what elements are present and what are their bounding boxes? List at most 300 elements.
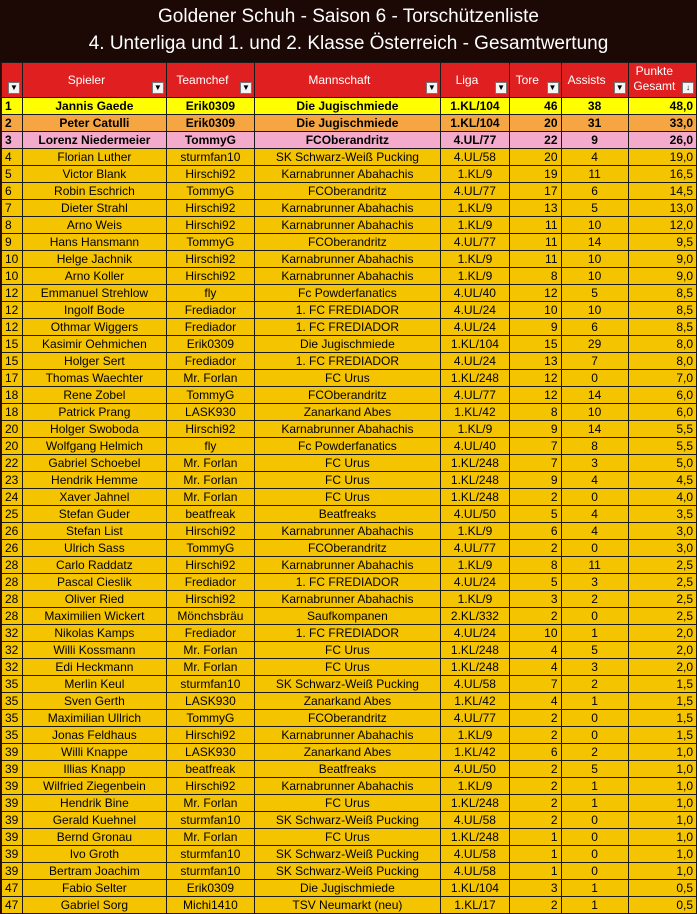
cell-assists[interactable]: 0 xyxy=(561,540,628,557)
cell-rank[interactable]: 3 xyxy=(2,132,23,149)
cell-spieler[interactable]: Maximilien Wickert xyxy=(22,608,166,625)
cell-punkte[interactable]: 8,5 xyxy=(628,302,696,319)
cell-tore[interactable]: 10 xyxy=(510,302,561,319)
cell-rank[interactable]: 9 xyxy=(2,234,23,251)
cell-spieler[interactable]: Emmanuel Strehlow xyxy=(22,285,166,302)
cell-tore[interactable]: 11 xyxy=(510,217,561,234)
cell-mannschaft[interactable]: FCOberandritz xyxy=(254,234,440,251)
table-row[interactable] xyxy=(2,132,697,149)
cell-mannschaft[interactable]: Zanarkand Abes xyxy=(254,744,440,761)
cell-teamchef[interactable]: beatfreak xyxy=(166,506,254,523)
cell-liga[interactable]: 4.UL/77 xyxy=(440,132,509,149)
cell-teamchef[interactable]: Hirschi92 xyxy=(166,200,254,217)
cell-punkte[interactable]: 12,0 xyxy=(628,217,696,234)
cell-assists[interactable]: 3 xyxy=(561,455,628,472)
cell-assists[interactable]: 10 xyxy=(561,268,628,285)
cell-tore[interactable]: 6 xyxy=(510,744,561,761)
cell-spieler[interactable]: Jonas Feldhaus xyxy=(22,727,166,744)
cell-teamchef[interactable]: Hirschi92 xyxy=(166,591,254,608)
cell-rank[interactable]: 39 xyxy=(2,744,23,761)
cell-assists[interactable]: 4 xyxy=(561,523,628,540)
cell-rank[interactable]: 35 xyxy=(2,693,23,710)
cell-tore[interactable]: 2 xyxy=(510,795,561,812)
cell-assists[interactable]: 0 xyxy=(561,370,628,387)
cell-tore[interactable]: 46 xyxy=(510,98,561,115)
cell-tore[interactable]: 2 xyxy=(510,761,561,778)
table-row[interactable] xyxy=(2,897,697,914)
cell-teamchef[interactable]: Mr. Forlan xyxy=(166,795,254,812)
cell-liga[interactable]: 4.UL/77 xyxy=(440,387,509,404)
cell-spieler[interactable]: Pascal Cieslik xyxy=(22,574,166,591)
cell-assists[interactable]: 4 xyxy=(561,506,628,523)
cell-teamchef[interactable]: TommyG xyxy=(166,234,254,251)
table-row[interactable] xyxy=(2,455,697,472)
cell-liga[interactable]: 1.KL/9 xyxy=(440,557,509,574)
table-row[interactable] xyxy=(2,98,697,115)
cell-punkte[interactable]: 4,0 xyxy=(628,489,696,506)
cell-mannschaft[interactable]: 1. FC FREDIADOR xyxy=(254,302,440,319)
table-row[interactable] xyxy=(2,761,697,778)
cell-rank[interactable]: 20 xyxy=(2,438,23,455)
cell-rank[interactable]: 26 xyxy=(2,540,23,557)
cell-liga[interactable]: 1.KL/104 xyxy=(440,98,509,115)
cell-mannschaft[interactable]: Die Jugischmiede xyxy=(254,336,440,353)
cell-punkte[interactable]: 9,0 xyxy=(628,268,696,285)
cell-liga[interactable]: 4.UL/24 xyxy=(440,302,509,319)
cell-liga[interactable]: 1.KL/9 xyxy=(440,200,509,217)
cell-liga[interactable]: 1.KL/9 xyxy=(440,523,509,540)
cell-punkte[interactable]: 8,0 xyxy=(628,353,696,370)
cell-teamchef[interactable]: fly xyxy=(166,285,254,302)
cell-spieler[interactable]: Dieter Strahl xyxy=(22,200,166,217)
cell-rank[interactable]: 26 xyxy=(2,523,23,540)
cell-punkte[interactable]: 6,0 xyxy=(628,404,696,421)
cell-spieler[interactable]: Victor Blank xyxy=(22,166,166,183)
filter-dropdown-icon[interactable]: ▼ xyxy=(495,82,507,94)
cell-assists[interactable]: 0 xyxy=(561,727,628,744)
cell-mannschaft[interactable]: 1. FC FREDIADOR xyxy=(254,574,440,591)
cell-assists[interactable]: 9 xyxy=(561,132,628,149)
cell-liga[interactable]: 4.UL/24 xyxy=(440,574,509,591)
cell-assists[interactable]: 3 xyxy=(561,659,628,676)
cell-tore[interactable]: 20 xyxy=(510,115,561,132)
cell-spieler[interactable]: Arno Weis xyxy=(22,217,166,234)
cell-punkte[interactable]: 7,0 xyxy=(628,370,696,387)
cell-mannschaft[interactable]: TSV Neumarkt (neu) xyxy=(254,897,440,914)
cell-teamchef[interactable]: sturmfan10 xyxy=(166,863,254,880)
cell-assists[interactable]: 2 xyxy=(561,591,628,608)
cell-teamchef[interactable]: Hirschi92 xyxy=(166,217,254,234)
cell-liga[interactable]: 4.UL/24 xyxy=(440,319,509,336)
cell-mannschaft[interactable]: Fc Powderfanatics xyxy=(254,285,440,302)
table-row[interactable] xyxy=(2,319,697,336)
cell-liga[interactable]: 4.UL/58 xyxy=(440,676,509,693)
cell-teamchef[interactable]: Michi1410 xyxy=(166,897,254,914)
cell-mannschaft[interactable]: Karnabrunner Abahachis xyxy=(254,557,440,574)
cell-punkte[interactable]: 19,0 xyxy=(628,149,696,166)
cell-liga[interactable]: 1.KL/42 xyxy=(440,744,509,761)
cell-liga[interactable]: 4.UL/58 xyxy=(440,812,509,829)
table-row[interactable] xyxy=(2,166,697,183)
cell-punkte[interactable]: 8,5 xyxy=(628,285,696,302)
cell-teamchef[interactable]: Frediador xyxy=(166,353,254,370)
cell-rank[interactable]: 10 xyxy=(2,268,23,285)
cell-rank[interactable]: 35 xyxy=(2,710,23,727)
cell-teamchef[interactable]: sturmfan10 xyxy=(166,846,254,863)
table-row[interactable] xyxy=(2,268,697,285)
cell-tore[interactable]: 20 xyxy=(510,149,561,166)
table-row[interactable] xyxy=(2,472,697,489)
cell-spieler[interactable]: Merlin Keul xyxy=(22,676,166,693)
cell-mannschaft[interactable]: FCOberandritz xyxy=(254,387,440,404)
table-row[interactable] xyxy=(2,421,697,438)
table-row[interactable] xyxy=(2,710,697,727)
table-row[interactable] xyxy=(2,336,697,353)
cell-spieler[interactable]: Patrick Prang xyxy=(22,404,166,421)
cell-mannschaft[interactable]: SK Schwarz-Weiß Pucking xyxy=(254,149,440,166)
cell-mannschaft[interactable]: FCOberandritz xyxy=(254,183,440,200)
cell-spieler[interactable]: Hendrik Hemme xyxy=(22,472,166,489)
cell-assists[interactable]: 6 xyxy=(561,183,628,200)
cell-teamchef[interactable]: Mr. Forlan xyxy=(166,455,254,472)
cell-punkte[interactable]: 14,5 xyxy=(628,183,696,200)
cell-punkte[interactable]: 1,5 xyxy=(628,693,696,710)
cell-rank[interactable]: 39 xyxy=(2,829,23,846)
cell-liga[interactable]: 4.UL/40 xyxy=(440,438,509,455)
cell-teamchef[interactable]: sturmfan10 xyxy=(166,149,254,166)
cell-assists[interactable]: 10 xyxy=(561,302,628,319)
cell-teamchef[interactable]: Hirschi92 xyxy=(166,523,254,540)
cell-tore[interactable]: 9 xyxy=(510,472,561,489)
cell-liga[interactable]: 4.UL/24 xyxy=(440,625,509,642)
cell-spieler[interactable]: Sven Gerth xyxy=(22,693,166,710)
cell-mannschaft[interactable]: Beatfreaks xyxy=(254,761,440,778)
cell-mannschaft[interactable]: Karnabrunner Abahachis xyxy=(254,778,440,795)
cell-teamchef[interactable]: Erik0309 xyxy=(166,98,254,115)
cell-rank[interactable]: 18 xyxy=(2,387,23,404)
cell-teamchef[interactable]: LASK930 xyxy=(166,744,254,761)
cell-assists[interactable]: 0 xyxy=(561,829,628,846)
cell-tore[interactable]: 9 xyxy=(510,319,561,336)
cell-mannschaft[interactable]: SK Schwarz-Weiß Pucking xyxy=(254,812,440,829)
table-row[interactable] xyxy=(2,880,697,897)
cell-mannschaft[interactable]: FC Urus xyxy=(254,489,440,506)
cell-liga[interactable]: 2.KL/332 xyxy=(440,608,509,625)
table-row[interactable] xyxy=(2,183,697,200)
cell-tore[interactable]: 2 xyxy=(510,897,561,914)
cell-teamchef[interactable]: Frediador xyxy=(166,302,254,319)
cell-teamchef[interactable]: beatfreak xyxy=(166,761,254,778)
cell-spieler[interactable]: Kasimir Oehmichen xyxy=(22,336,166,353)
cell-spieler[interactable]: Bernd Gronau xyxy=(22,829,166,846)
cell-liga[interactable]: 4.UL/77 xyxy=(440,540,509,557)
cell-assists[interactable]: 1 xyxy=(561,778,628,795)
cell-teamchef[interactable]: Mr. Forlan xyxy=(166,370,254,387)
cell-spieler[interactable]: Willi Knappe xyxy=(22,744,166,761)
table-row[interactable] xyxy=(2,523,697,540)
cell-liga[interactable]: 1.KL/42 xyxy=(440,404,509,421)
cell-punkte[interactable]: 2,0 xyxy=(628,659,696,676)
cell-tore[interactable]: 1 xyxy=(510,829,561,846)
cell-spieler[interactable]: Ulrich Sass xyxy=(22,540,166,557)
cell-rank[interactable]: 39 xyxy=(2,846,23,863)
cell-mannschaft[interactable]: Karnabrunner Abahachis xyxy=(254,523,440,540)
cell-assists[interactable]: 0 xyxy=(561,812,628,829)
cell-liga[interactable]: 4.UL/77 xyxy=(440,183,509,200)
filter-dropdown-icon[interactable]: ▼ xyxy=(426,82,438,94)
cell-assists[interactable]: 10 xyxy=(561,217,628,234)
cell-liga[interactable]: 1.KL/104 xyxy=(440,880,509,897)
cell-punkte[interactable]: 4,5 xyxy=(628,472,696,489)
cell-assists[interactable]: 14 xyxy=(561,234,628,251)
cell-spieler[interactable]: Nikolas Kamps xyxy=(22,625,166,642)
cell-tore[interactable]: 2 xyxy=(510,608,561,625)
cell-mannschaft[interactable]: 1. FC FREDIADOR xyxy=(254,625,440,642)
cell-mannschaft[interactable]: FC Urus xyxy=(254,829,440,846)
cell-teamchef[interactable]: TommyG xyxy=(166,540,254,557)
cell-spieler[interactable]: Fabio Selter xyxy=(22,880,166,897)
cell-punkte[interactable]: 1,5 xyxy=(628,727,696,744)
cell-rank[interactable]: 8 xyxy=(2,217,23,234)
cell-tore[interactable]: 1 xyxy=(510,846,561,863)
cell-rank[interactable]: 47 xyxy=(2,880,23,897)
table-row[interactable] xyxy=(2,489,697,506)
cell-spieler[interactable]: Ivo Groth xyxy=(22,846,166,863)
cell-teamchef[interactable]: Hirschi92 xyxy=(166,268,254,285)
cell-teamchef[interactable]: Mr. Forlan xyxy=(166,829,254,846)
table-row[interactable] xyxy=(2,744,697,761)
table-row[interactable] xyxy=(2,676,697,693)
cell-spieler[interactable]: Carlo Raddatz xyxy=(22,557,166,574)
cell-rank[interactable]: 32 xyxy=(2,659,23,676)
cell-punkte[interactable]: 1,0 xyxy=(628,795,696,812)
cell-rank[interactable]: 15 xyxy=(2,336,23,353)
cell-tore[interactable]: 2 xyxy=(510,540,561,557)
cell-rank[interactable]: 4 xyxy=(2,149,23,166)
cell-mannschaft[interactable]: FCOberandritz xyxy=(254,710,440,727)
table-row[interactable] xyxy=(2,863,697,880)
cell-mannschaft[interactable]: 1. FC FREDIADOR xyxy=(254,319,440,336)
table-row[interactable] xyxy=(2,285,697,302)
cell-assists[interactable]: 11 xyxy=(561,557,628,574)
table-row[interactable] xyxy=(2,574,697,591)
cell-liga[interactable]: 4.UL/77 xyxy=(440,710,509,727)
cell-assists[interactable]: 0 xyxy=(561,608,628,625)
cell-assists[interactable]: 3 xyxy=(561,574,628,591)
cell-punkte[interactable]: 2,5 xyxy=(628,608,696,625)
cell-rank[interactable]: 32 xyxy=(2,642,23,659)
table-row[interactable] xyxy=(2,404,697,421)
cell-liga[interactable]: 1.KL/9 xyxy=(440,166,509,183)
cell-assists[interactable]: 14 xyxy=(561,387,628,404)
cell-liga[interactable]: 1.KL/17 xyxy=(440,897,509,914)
cell-assists[interactable]: 14 xyxy=(561,421,628,438)
cell-mannschaft[interactable]: Karnabrunner Abahachis xyxy=(254,268,440,285)
cell-liga[interactable]: 1.KL/248 xyxy=(440,489,509,506)
cell-teamchef[interactable]: LASK930 xyxy=(166,404,254,421)
cell-tore[interactable]: 12 xyxy=(510,387,561,404)
cell-mannschaft[interactable]: Die Jugischmiede xyxy=(254,880,440,897)
table-row[interactable] xyxy=(2,217,697,234)
cell-liga[interactable]: 1.KL/9 xyxy=(440,251,509,268)
cell-tore[interactable]: 6 xyxy=(510,523,561,540)
cell-assists[interactable]: 8 xyxy=(561,438,628,455)
cell-teamchef[interactable]: TommyG xyxy=(166,387,254,404)
cell-mannschaft[interactable]: Karnabrunner Abahachis xyxy=(254,421,440,438)
cell-spieler[interactable]: Wolfgang Helmich xyxy=(22,438,166,455)
cell-rank[interactable]: 12 xyxy=(2,302,23,319)
cell-mannschaft[interactable]: Karnabrunner Abahachis xyxy=(254,217,440,234)
cell-liga[interactable]: 1.KL/248 xyxy=(440,642,509,659)
cell-punkte[interactable]: 1,0 xyxy=(628,812,696,829)
cell-tore[interactable]: 12 xyxy=(510,370,561,387)
cell-rank[interactable]: 15 xyxy=(2,353,23,370)
cell-assists[interactable]: 1 xyxy=(561,795,628,812)
table-row[interactable] xyxy=(2,625,697,642)
cell-spieler[interactable]: Bertram Joachim xyxy=(22,863,166,880)
table-row[interactable] xyxy=(2,438,697,455)
cell-punkte[interactable]: 5,5 xyxy=(628,438,696,455)
cell-tore[interactable]: 22 xyxy=(510,132,561,149)
cell-mannschaft[interactable]: FCOberandritz xyxy=(254,540,440,557)
cell-liga[interactable]: 4.UL/50 xyxy=(440,506,509,523)
cell-teamchef[interactable]: Frediador xyxy=(166,625,254,642)
table-row[interactable] xyxy=(2,540,697,557)
cell-teamchef[interactable]: Mr. Forlan xyxy=(166,642,254,659)
table-row[interactable] xyxy=(2,353,697,370)
filter-dropdown-icon[interactable]: ▼ xyxy=(240,82,252,94)
sort-descending-icon[interactable]: ↓ xyxy=(682,82,694,94)
cell-tore[interactable]: 11 xyxy=(510,234,561,251)
cell-tore[interactable]: 8 xyxy=(510,268,561,285)
cell-teamchef[interactable]: Erik0309 xyxy=(166,336,254,353)
table-row[interactable] xyxy=(2,234,697,251)
cell-liga[interactable]: 4.UL/77 xyxy=(440,234,509,251)
cell-liga[interactable]: 1.KL/248 xyxy=(440,370,509,387)
cell-mannschaft[interactable]: Fc Powderfanatics xyxy=(254,438,440,455)
cell-mannschaft[interactable]: Karnabrunner Abahachis xyxy=(254,200,440,217)
cell-punkte[interactable]: 1,0 xyxy=(628,778,696,795)
cell-mannschaft[interactable]: Saufkompanen xyxy=(254,608,440,625)
cell-tore[interactable]: 7 xyxy=(510,455,561,472)
cell-rank[interactable]: 39 xyxy=(2,778,23,795)
cell-spieler[interactable]: Oliver Ried xyxy=(22,591,166,608)
cell-liga[interactable]: 4.UL/24 xyxy=(440,353,509,370)
cell-spieler[interactable]: Jannis Gaede xyxy=(22,98,166,115)
cell-liga[interactable]: 1.KL/248 xyxy=(440,795,509,812)
cell-mannschaft[interactable]: SK Schwarz-Weiß Pucking xyxy=(254,676,440,693)
table-row[interactable] xyxy=(2,557,697,574)
cell-rank[interactable]: 23 xyxy=(2,472,23,489)
cell-rank[interactable]: 6 xyxy=(2,183,23,200)
cell-rank[interactable]: 20 xyxy=(2,421,23,438)
cell-rank[interactable]: 12 xyxy=(2,319,23,336)
cell-rank[interactable]: 39 xyxy=(2,795,23,812)
cell-tore[interactable]: 7 xyxy=(510,676,561,693)
cell-tore[interactable]: 17 xyxy=(510,183,561,200)
cell-teamchef[interactable]: Hirschi92 xyxy=(166,778,254,795)
cell-punkte[interactable]: 1,0 xyxy=(628,846,696,863)
cell-liga[interactable]: 4.UL/40 xyxy=(440,285,509,302)
cell-spieler[interactable]: Wilfried Ziegenbein xyxy=(22,778,166,795)
table-row[interactable] xyxy=(2,829,697,846)
cell-rank[interactable]: 28 xyxy=(2,574,23,591)
table-row[interactable] xyxy=(2,642,697,659)
cell-teamchef[interactable]: Mr. Forlan xyxy=(166,659,254,676)
cell-rank[interactable]: 39 xyxy=(2,761,23,778)
cell-liga[interactable]: 1.KL/104 xyxy=(440,336,509,353)
cell-rank[interactable]: 18 xyxy=(2,404,23,421)
cell-assists[interactable]: 7 xyxy=(561,353,628,370)
cell-tore[interactable]: 5 xyxy=(510,574,561,591)
cell-rank[interactable]: 12 xyxy=(2,285,23,302)
cell-mannschaft[interactable]: Die Jugischmiede xyxy=(254,115,440,132)
cell-spieler[interactable]: Robin Eschrich xyxy=(22,183,166,200)
cell-punkte[interactable]: 1,0 xyxy=(628,761,696,778)
table-row[interactable] xyxy=(2,115,697,132)
cell-mannschaft[interactable]: FC Urus xyxy=(254,455,440,472)
cell-teamchef[interactable]: Hirschi92 xyxy=(166,166,254,183)
cell-tore[interactable]: 2 xyxy=(510,489,561,506)
cell-punkte[interactable]: 2,5 xyxy=(628,574,696,591)
cell-tore[interactable]: 11 xyxy=(510,251,561,268)
cell-punkte[interactable]: 13,0 xyxy=(628,200,696,217)
cell-punkte[interactable]: 0,5 xyxy=(628,880,696,897)
cell-liga[interactable]: 1.KL/248 xyxy=(440,455,509,472)
cell-punkte[interactable]: 8,0 xyxy=(628,336,696,353)
cell-tore[interactable]: 5 xyxy=(510,506,561,523)
cell-rank[interactable]: 28 xyxy=(2,557,23,574)
cell-spieler[interactable]: Holger Swoboda xyxy=(22,421,166,438)
table-row[interactable] xyxy=(2,846,697,863)
cell-assists[interactable]: 10 xyxy=(561,251,628,268)
cell-spieler[interactable]: Holger Sert xyxy=(22,353,166,370)
cell-assists[interactable]: 11 xyxy=(561,166,628,183)
cell-punkte[interactable]: 8,5 xyxy=(628,319,696,336)
cell-spieler[interactable]: Hans Hansmann xyxy=(22,234,166,251)
table-row[interactable] xyxy=(2,200,697,217)
cell-punkte[interactable]: 26,0 xyxy=(628,132,696,149)
cell-rank[interactable]: 28 xyxy=(2,608,23,625)
table-row[interactable] xyxy=(2,370,697,387)
table-row[interactable] xyxy=(2,608,697,625)
table-row[interactable] xyxy=(2,387,697,404)
cell-teamchef[interactable]: Mr. Forlan xyxy=(166,472,254,489)
cell-assists[interactable]: 10 xyxy=(561,404,628,421)
cell-mannschaft[interactable]: FC Urus xyxy=(254,472,440,489)
cell-spieler[interactable]: Willi Kossmann xyxy=(22,642,166,659)
cell-teamchef[interactable]: TommyG xyxy=(166,183,254,200)
cell-liga[interactable]: 4.UL/58 xyxy=(440,149,509,166)
cell-rank[interactable]: 28 xyxy=(2,591,23,608)
cell-punkte[interactable]: 5,0 xyxy=(628,455,696,472)
cell-assists[interactable]: 2 xyxy=(561,744,628,761)
cell-spieler[interactable]: Gabriel Schoebel xyxy=(22,455,166,472)
cell-punkte[interactable]: 2,5 xyxy=(628,557,696,574)
cell-spieler[interactable]: Stefan Guder xyxy=(22,506,166,523)
cell-liga[interactable]: 1.KL/9 xyxy=(440,421,509,438)
cell-assists[interactable]: 1 xyxy=(561,897,628,914)
cell-punkte[interactable]: 3,0 xyxy=(628,540,696,557)
cell-mannschaft[interactable]: FC Urus xyxy=(254,370,440,387)
cell-liga[interactable]: 1.KL/248 xyxy=(440,472,509,489)
cell-teamchef[interactable]: Erik0309 xyxy=(166,115,254,132)
cell-assists[interactable]: 1 xyxy=(561,880,628,897)
cell-spieler[interactable]: Edi Heckmann xyxy=(22,659,166,676)
cell-rank[interactable]: 10 xyxy=(2,251,23,268)
table-row[interactable] xyxy=(2,812,697,829)
table-row[interactable] xyxy=(2,149,697,166)
